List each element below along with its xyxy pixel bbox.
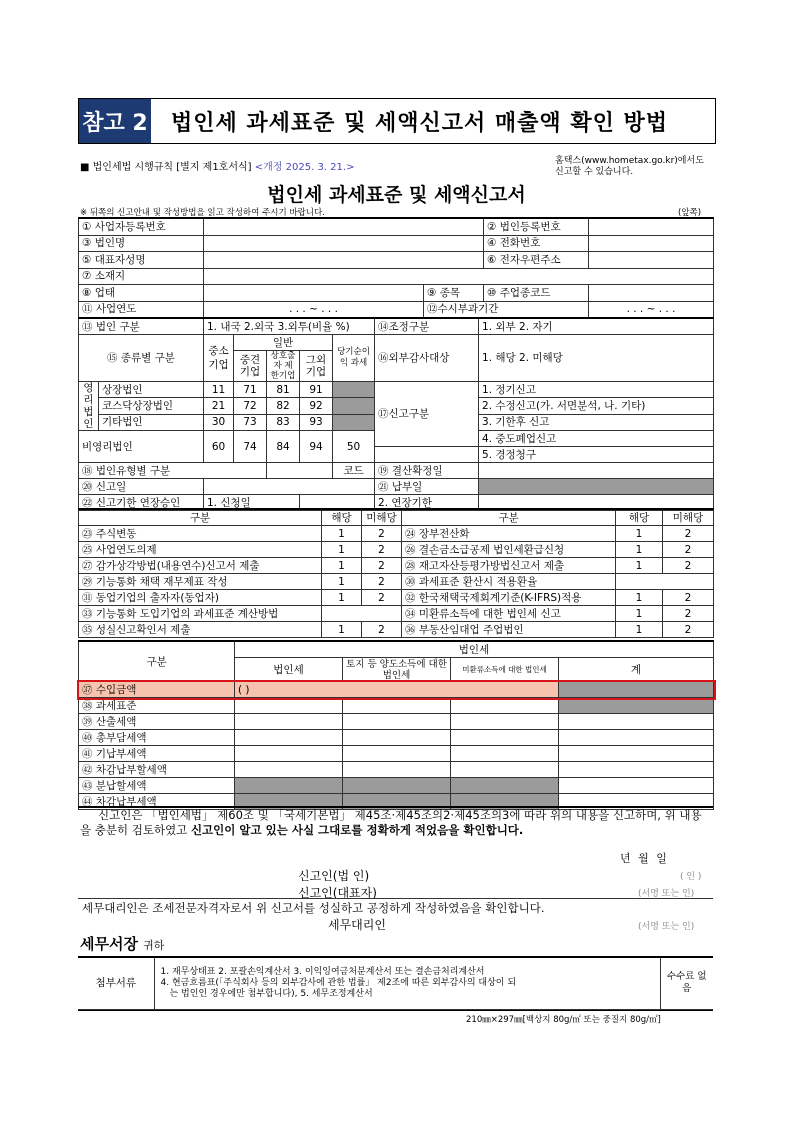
- flag-label: ㉛ 동업기업의 출자자(동업자): [79, 590, 322, 606]
- flag-yes[interactable]: 1: [322, 558, 362, 574]
- attach-line: 4. 현금흐름표(「주식회사 등의 외부감사에 관한 법률」 제2조에 따른 외부감사의 대상이 되: [160, 977, 517, 988]
- agent-seal: (서명 또는 인): [638, 922, 695, 932]
- tax-col-total: 계: [559, 658, 714, 682]
- adhoc-period-field[interactable]: . . . ~ . . .: [589, 301, 714, 318]
- audit-options[interactable]: 1. 해당 2. 미해당: [479, 335, 714, 382]
- code-cell: 30: [204, 414, 234, 430]
- attachments-table: [78, 956, 713, 1010]
- tax-col-unreturned: 미환류소득에 대한 법인세: [451, 658, 559, 682]
- flag-yes[interactable]: 1: [322, 590, 362, 606]
- agent-divider: [78, 898, 713, 899]
- tax-cell[interactable]: [343, 698, 451, 714]
- address-field[interactable]: [204, 268, 714, 285]
- tax-cell[interactable]: [235, 714, 343, 730]
- flag-no[interactable]: 2: [663, 558, 714, 574]
- label-item: ⑨ 종목: [424, 285, 484, 302]
- code-cell: 94: [300, 431, 333, 463]
- attach-list: [154, 957, 660, 1009]
- code-cell: 92: [300, 398, 333, 414]
- flags-header: 미해당: [362, 509, 402, 526]
- flags-header: 구분: [79, 509, 322, 526]
- flags-table: [78, 508, 714, 638]
- label-extension: ㉒ 신고기한 연장승인: [79, 495, 204, 511]
- reference-badge: 참고 2: [79, 99, 151, 143]
- form-law: ■ 법인세법 시행규칙 [별지 제1호서식]: [80, 162, 252, 173]
- tax-cell[interactable]: [343, 746, 451, 762]
- label-report-date: ⑳ 신고일: [79, 479, 204, 495]
- report-option[interactable]: 5. 경정청구: [479, 447, 714, 463]
- shaded-cell: [333, 414, 375, 430]
- signer-corp-seal: ( 인 ): [680, 872, 702, 882]
- hometax-note: 홈택스(www.hometax.go.kr)에서도 신고할 수 있습니다.: [555, 156, 704, 177]
- tax-cell[interactable]: [559, 714, 714, 730]
- corp-class-table: [78, 317, 714, 511]
- income-field[interactable]: ( ): [235, 682, 559, 698]
- tax-cell[interactable]: [451, 746, 559, 762]
- flag-label: ㉜ 한국채택국제회계기준(K-IFRS)적용: [402, 590, 616, 606]
- tax-cell[interactable]: [559, 778, 714, 794]
- flag-label: ㉟ 성실신고확인서 제출: [79, 622, 322, 638]
- label-corpname: ③ 법인명: [79, 235, 204, 252]
- label-report-type: ⑰신고구분: [375, 382, 479, 447]
- col-sme: 중소 기업: [204, 335, 234, 382]
- col-other: 그외 기업: [300, 351, 333, 382]
- flag-yes[interactable]: 1: [616, 590, 663, 606]
- label-business-type: ⑧ 업태: [79, 285, 204, 302]
- tax-cell[interactable]: [559, 762, 714, 778]
- report-date-field[interactable]: [204, 479, 375, 495]
- tax-table: [78, 640, 714, 810]
- code-cell: 71: [234, 382, 267, 398]
- tax-cell[interactable]: [559, 730, 714, 746]
- tax-cell[interactable]: [451, 762, 559, 778]
- label-address: ⑦ 소재지: [79, 268, 204, 285]
- label-bizno: ① 사업자등록번호: [79, 218, 204, 235]
- shaded-cell: [451, 778, 559, 794]
- flag-no[interactable]: 2: [362, 558, 402, 574]
- tax-cell[interactable]: [559, 746, 714, 762]
- code-cell: 73: [234, 414, 267, 430]
- flag-no[interactable]: 2: [362, 542, 402, 558]
- flag-label: ㉝ 기능통화 도입기업의 과세표준 계산방법: [79, 606, 322, 622]
- tax-col-corp: 법인세: [235, 658, 343, 682]
- report-option[interactable]: 3. 기한후 신고: [479, 414, 714, 430]
- form-title: 법인세 과세표준 및 세액신고서: [267, 184, 526, 206]
- signer-corp-label: 신고인(법 인): [298, 869, 370, 883]
- code-cell: 83: [267, 414, 300, 430]
- report-option[interactable]: 2. 수정신고(가. 서면분석, 나. 기타): [479, 398, 714, 414]
- agent-statement: 세무대리인은 조세전문자격자로서 위 신고서를 성실하고 공정하게 작성하였음을 확인합니다.: [82, 901, 545, 915]
- shaded-cell: [235, 778, 343, 794]
- tax-col-land: 토지 등 양도소득에 대한 법인세: [343, 658, 451, 682]
- col-netincome: 당기순이익 과세: [333, 335, 375, 382]
- label-kind: ⑮ 종류별 구분: [79, 335, 204, 382]
- exchange-rate-field[interactable]: [616, 574, 714, 590]
- report-option[interactable]: 1. 정기신고: [479, 382, 714, 398]
- tax-cell[interactable]: [235, 730, 343, 746]
- tax-cell[interactable]: [343, 762, 451, 778]
- flags-header: 해당: [322, 509, 362, 526]
- flag-yes[interactable]: 1: [616, 558, 663, 574]
- form-meta: [80, 158, 354, 173]
- bizno-field[interactable]: [204, 218, 484, 235]
- row-listed: 상장법인: [99, 382, 204, 398]
- flag-label: ㉞ 미환류소득에 대한 법인세 신고: [402, 606, 616, 622]
- flag-yes[interactable]: 1: [322, 526, 362, 542]
- label-main-code: ⑩ 주업종코드: [484, 285, 589, 302]
- label-fiscal-year: ⑪ 사업연도: [79, 301, 204, 318]
- flag-label: ㉓ 주식변동: [79, 526, 322, 542]
- flag-label: ㉕ 사업연도의제: [79, 542, 322, 558]
- business-type-field[interactable]: [204, 285, 424, 302]
- tax-row-label: ㊸ 분납할세액: [79, 778, 235, 794]
- settle-date-field[interactable]: [479, 463, 714, 479]
- corp-kind-field[interactable]: [267, 463, 333, 479]
- flag-label: ㉘ 재고자산등평가방법신고서 제출: [402, 558, 616, 574]
- tax-cell[interactable]: [343, 714, 451, 730]
- agent-label: 세무대리인: [328, 918, 386, 932]
- row-other-corp: 기타법인: [99, 414, 204, 430]
- label-code: 코드: [333, 463, 375, 479]
- label-corpno: ② 법인등록번호: [484, 218, 589, 235]
- code-cell: 72: [234, 398, 267, 414]
- tax-cell[interactable]: [451, 730, 559, 746]
- col-limited: 상호출자 제한기업: [267, 351, 300, 382]
- signer-ceo-seal: (서명 또는 인): [638, 889, 695, 899]
- corpname-field[interactable]: [204, 235, 484, 252]
- reference-header: [78, 98, 716, 144]
- code-cell: 84: [267, 431, 300, 463]
- col-mid: 중견 기업: [234, 351, 267, 382]
- shaded-cell: [333, 382, 375, 398]
- shaded-cell: [343, 778, 451, 794]
- flag-no[interactable]: 2: [362, 574, 402, 590]
- pay-date-field: [479, 479, 714, 495]
- flag-yes[interactable]: 1: [322, 622, 362, 638]
- adjust-options[interactable]: 1. 외부 2. 자기: [479, 318, 714, 335]
- tax-row-label: ㊷ 차감납부할세액: [79, 762, 235, 778]
- tax-row-label: ㊳ 과세표준: [79, 698, 235, 714]
- footer-line: [78, 1010, 713, 1011]
- tax-row-label: ㊹ 차감납부세액: [79, 794, 235, 810]
- corp-type-options[interactable]: 1. 내국 2.외국 3.외투(비율 %): [204, 318, 375, 335]
- tax-row-label: ㊴ 산출세액: [79, 714, 235, 730]
- main-code-field[interactable]: [589, 285, 714, 302]
- tax-row-label: ㊶ 기납부세액: [79, 746, 235, 762]
- email-field[interactable]: [589, 252, 714, 269]
- declaration-date: 년 월 일: [620, 852, 667, 865]
- flag-yes[interactable]: 1: [616, 622, 663, 638]
- row-kosdaq: 코스닥상장법인: [99, 398, 204, 414]
- tax-cell[interactable]: [235, 698, 343, 714]
- flag-no[interactable]: 2: [362, 526, 402, 542]
- code-cell: 50: [333, 431, 375, 463]
- flag-no[interactable]: 2: [663, 606, 714, 622]
- form-instruction: ※ 뒤쪽의 신고안내 및 작성방법을 읽고 작성하여 주시기 바랍니다.: [80, 208, 325, 218]
- phone-field[interactable]: [589, 235, 714, 252]
- corpno-field[interactable]: [589, 218, 714, 235]
- shaded-cell: [559, 698, 714, 714]
- code-cell: 81: [267, 382, 300, 398]
- declaration-text: [80, 808, 712, 838]
- flag-yes[interactable]: 1: [322, 542, 362, 558]
- method-field[interactable]: [322, 606, 402, 622]
- declaration-body: 신고인은 「법인세법」 제60조 및 「국세기본법」 제45조·제45조의2·제45조의3에 따라 위의 내용을 신고하며, 위 내용을 충분히 검토하였고: [80, 808, 702, 837]
- tax-header-gubun: 구분: [79, 641, 235, 682]
- paper-size: 210㎜×297㎜[백상지 80g/㎡ 또는 중질지 80g/㎡]: [466, 1015, 661, 1025]
- flag-label: ㉚ 과세표준 환산시 적용환율: [402, 574, 616, 590]
- attach-line: 는 법인인 경우에만 첨부합니다), 5. 세무조정계산서: [169, 988, 373, 999]
- flags-header: 미해당: [663, 509, 714, 526]
- tax-cell[interactable]: [451, 714, 559, 730]
- attach-label: 첨부서류: [78, 957, 154, 1009]
- report-option[interactable]: 4. 중도폐업신고: [479, 431, 714, 447]
- page-title: 법인세 과세표준 및 세액신고서 매출액 확인 방법: [171, 110, 668, 136]
- shaded-cell: [333, 398, 375, 414]
- tax-office: [80, 933, 164, 954]
- form-side: (앞쪽): [678, 208, 702, 218]
- code-cell: 74: [234, 431, 267, 463]
- row-nonprofit: 비영리법인: [79, 431, 204, 463]
- flag-yes[interactable]: 1: [616, 606, 663, 622]
- flag-no[interactable]: 2: [362, 590, 402, 606]
- attach-line: 1. 재무상태표 2. 포괄손익계산서 3. 이익잉여금처분계산서 또는 결손금처리계산서: [160, 966, 485, 977]
- basic-info-table: [78, 217, 714, 318]
- extension-apply[interactable]: 1. 신청일: [204, 495, 300, 511]
- declaration-bold: 신고인이 알고 있는 사실 그대로를 정확하게 적었음을 확인합니다.: [190, 823, 524, 837]
- income-label: ㊲ 수입금액: [79, 682, 235, 698]
- tax-cell[interactable]: [451, 698, 559, 714]
- flag-yes[interactable]: 1: [616, 526, 663, 542]
- fee: 수수료 없 음: [660, 957, 713, 1009]
- label-adhoc-period: ⑫수시부과기간: [424, 301, 589, 318]
- label-settle-date: ⑲ 결산확정일: [375, 463, 479, 479]
- flag-yes[interactable]: 1: [616, 542, 663, 558]
- flag-label: ㉔ 장부전산화: [402, 526, 616, 542]
- flag-label: ㉙ 기능통화 채택 재무제표 작성: [79, 574, 322, 590]
- label-profit: 영리 법인: [79, 382, 99, 431]
- label-pay-date: ㉑ 납부일: [375, 479, 479, 495]
- label-phone: ④ 전화번호: [484, 235, 589, 252]
- flag-no[interactable]: 2: [663, 542, 714, 558]
- ceo-field[interactable]: [204, 252, 484, 269]
- tax-cell[interactable]: [235, 762, 343, 778]
- extension-deadline: 2. 연장기한: [375, 495, 479, 511]
- code-cell: 11: [204, 382, 234, 398]
- fiscal-year-field[interactable]: . . . ~ . . .: [204, 301, 424, 318]
- shaded-cell: [559, 682, 714, 698]
- code-cell: 82: [267, 398, 300, 414]
- label-corp-type: ⑬ 법인 구분: [79, 318, 204, 335]
- tax-office-suffix: 귀하: [143, 939, 165, 952]
- label-email: ⑥ 전자우편주소: [484, 252, 589, 269]
- label-adjust: ⑭조정구분: [375, 318, 479, 335]
- signer-ceo-label: 신고인(대표자): [298, 886, 377, 900]
- code-cell: 91: [300, 382, 333, 398]
- tax-cell[interactable]: [235, 746, 343, 762]
- flag-no[interactable]: 2: [362, 622, 402, 638]
- flags-header: 해당: [616, 509, 663, 526]
- code-cell: 21: [204, 398, 234, 414]
- tax-header-corp: 법인세: [235, 641, 714, 658]
- label-audit: ⑯외부감사대상: [375, 335, 479, 382]
- flags-header: 구분: [402, 509, 616, 526]
- tax-row-label: ㊵ 총부담세액: [79, 730, 235, 746]
- code-cell: 93: [300, 414, 333, 430]
- label-corp-kind: ⑱ 법인유형별 구분: [79, 463, 267, 479]
- flag-no[interactable]: 2: [663, 622, 714, 638]
- flag-label: ㉗ 감가상각방법(내용연수)신고서 제출: [79, 558, 322, 574]
- flag-no[interactable]: 2: [663, 526, 714, 542]
- flag-label: ㊱ 부동산임대업 주업법인: [402, 622, 616, 638]
- label-ceo: ⑤ 대표자성명: [79, 252, 204, 269]
- col-general: 일반: [234, 335, 333, 351]
- code-cell: 60: [204, 431, 234, 463]
- report-blank: [375, 447, 479, 463]
- flag-label: ㉖ 결손금소급공제 법인세환급신청: [402, 542, 616, 558]
- flag-yes[interactable]: 1: [322, 574, 362, 590]
- form-revision: <개정 2025. 3. 21.>: [254, 162, 355, 173]
- tax-office-name: 세무서장: [80, 935, 138, 953]
- flag-no[interactable]: 2: [663, 590, 714, 606]
- tax-cell[interactable]: [343, 730, 451, 746]
